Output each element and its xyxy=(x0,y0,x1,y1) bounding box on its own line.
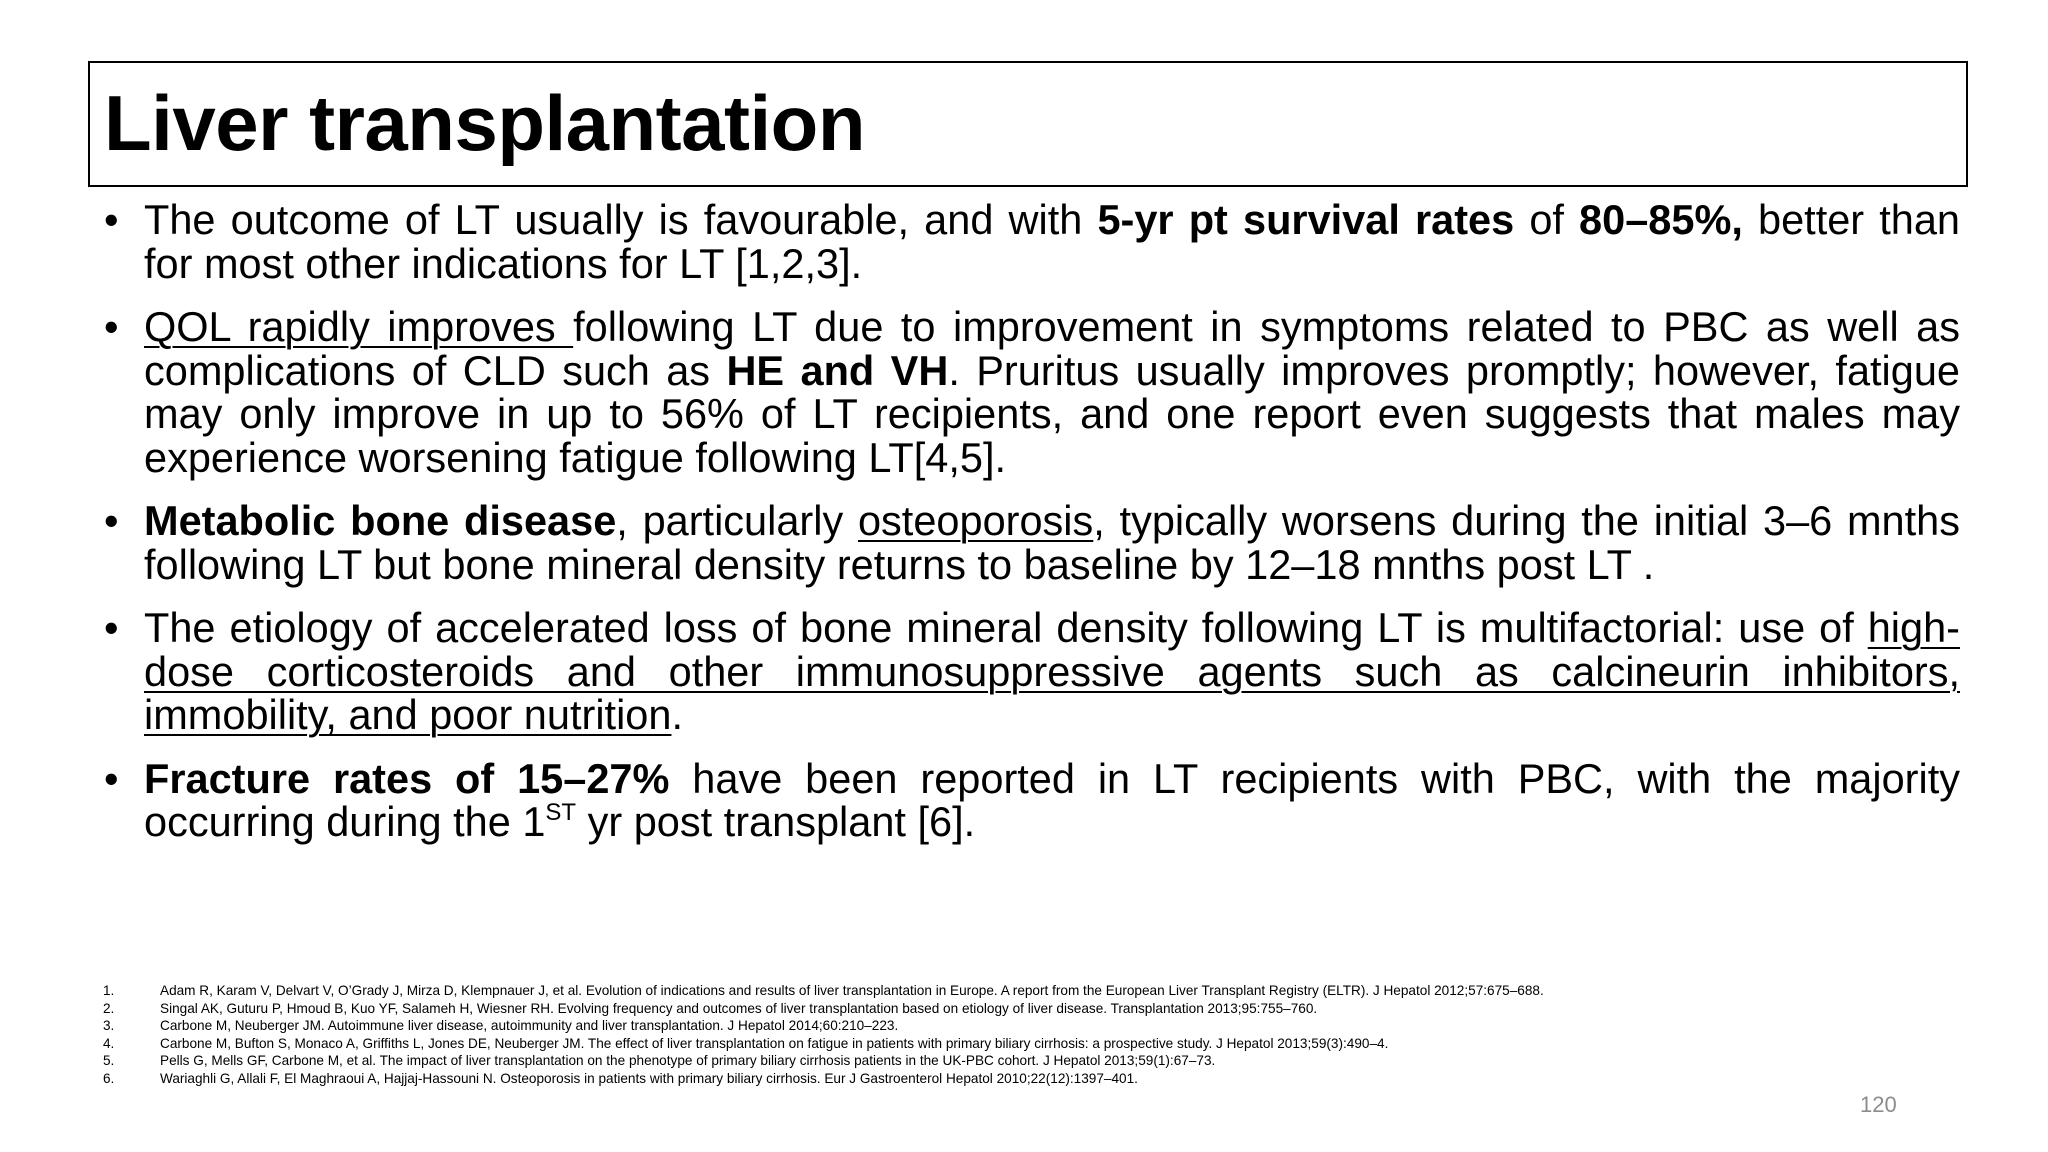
reference-number: 4. xyxy=(103,1035,115,1051)
reference-list xyxy=(100,982,1900,1087)
bullet-text-segment: Fracture rates of 15–27% xyxy=(144,754,670,802)
bullet-text-segment: , typically worsens during the initial 3–6 mnths following LT but bone mineral density returns to baseline by 12–18 mnths post LT . xyxy=(144,497,1960,588)
reference-text: Carbone M, Bufton S, Monaco A, Griffiths L, Jones DE, Neuberger JM. The effect of liver transplantation on fatigue in patients with primary biliary cirrhosis: a prospective study. J Hepatol 2013;59(3):490–4. xyxy=(160,1035,1389,1051)
bullet-item xyxy=(100,198,1960,285)
reference-number: 6. xyxy=(103,1070,115,1086)
reference-item xyxy=(100,1017,1900,1035)
reference-item xyxy=(100,982,1900,1000)
reference-item xyxy=(100,1035,1900,1053)
bullet-text-segment: ST xyxy=(545,799,577,826)
bullet-list xyxy=(100,198,1960,864)
bullet-text-segment: osteoporosis xyxy=(857,497,1094,544)
bullet-text-segment: Metabolic bone disease xyxy=(144,497,617,544)
bullet-text-segment: The etiology of accelerated loss of bone mineral density following LT is multifactorial: use of xyxy=(144,604,1868,651)
bullet-item xyxy=(100,606,1960,737)
bullet-text-segment: better than for most other indications for LT [1,2,3]. xyxy=(144,196,1961,287)
reference-number: 5. xyxy=(103,1053,115,1068)
reference-text: Carbone M, Neuberger JM. Autoimmune liver disease, autoimmunity and liver transplantation. J Hepatol 2014;60:210–223. xyxy=(160,1018,899,1033)
reference-item xyxy=(100,1000,1900,1018)
reference-number: 3. xyxy=(103,1018,115,1033)
reference-item xyxy=(100,1052,1900,1070)
bullet-dot-icon: • xyxy=(104,754,119,802)
reference-text: Singal AK, Guturu P, Hmoud B, Kuo YF, Salameh H, Wiesner RH. Evolving frequency and outcomes of liver transplantation based on etiology of liver disease. Transplantation 2013;95:755–760. xyxy=(160,1000,1318,1016)
reference-number: 2. xyxy=(103,1000,115,1016)
reference-item xyxy=(100,1070,1900,1088)
bullet-text-segment: HE and VH xyxy=(726,346,949,394)
bullet-item xyxy=(100,499,1960,586)
bullet-dot-icon: • xyxy=(104,303,119,350)
bullet-text-segment: QOL rapidly improves xyxy=(144,303,574,350)
reference-number: 1. xyxy=(103,983,115,998)
bullet-text-segment: . Pruritus usually improves promptly; however, fatigue may only improve in up to 56% of LT recipients, and one report even suggests that males may experience worsening fatigue following LT[4,5]. xyxy=(144,346,1961,481)
bullet-text-segment: high-dose corticosteroids and other immunosuppressive agents such as calcineurin inhibitors, immobility, and poor nutrition xyxy=(144,604,1960,738)
bullet-dot-icon: • xyxy=(104,604,119,651)
bullet-item xyxy=(100,305,1960,479)
page-number: 120 xyxy=(1860,1092,1897,1117)
bullet-text-segment: of xyxy=(1514,196,1580,243)
title-box xyxy=(88,61,1968,187)
bullet-item xyxy=(100,754,1960,845)
bullet-text-segment: The outcome of LT usually is favourable, and with xyxy=(144,196,1098,243)
reference-text: Adam R, Karam V, Delvart V, O’Grady J, Mirza D, Klempnauer J, et al. Evolution of indications and results of liver transplantation in Europe. A report from the European Liver Transplant Registry (ELTR). J Hepatol 2012;57:675–688. xyxy=(160,983,1544,998)
bullet-text-segment: following LT due to improvement in symptoms related to PBC as well as complications of CLD such as xyxy=(144,303,1960,394)
bullet-text-segment: . xyxy=(671,691,683,738)
bullet-text-segment: have been reported in LT recipients with PBC, with the majority occurring during the 1 xyxy=(144,754,1960,845)
bullet-text-segment: 5-yr pt survival rates xyxy=(1097,196,1515,243)
bullet-text-segment: , particularly xyxy=(616,497,858,544)
reference-text: Wariaghli G, Allali F, El Maghraoui A, Hajjaj-Hassouni N. Osteoporosis in patients with primary biliary cirrhosis. Eur J Gastroenterol Hepatol 2010;22(12):1397–401. xyxy=(160,1070,1138,1086)
bullet-text-segment: yr post transplant [6]. xyxy=(576,798,976,845)
bullet-dot-icon: • xyxy=(104,196,119,243)
bullet-dot-icon: • xyxy=(104,497,119,544)
bullet-text-segment: 80–85%, xyxy=(1579,196,1743,243)
slide-title: Liver transplantation xyxy=(104,79,865,167)
reference-text: Pells G, Mells GF, Carbone M, et al. The impact of liver transplantation on the phenotype of primary biliary cirrhosis patients in the UK-PBC cohort. J Hepatol 2013;59(1):67–73. xyxy=(160,1053,1216,1068)
